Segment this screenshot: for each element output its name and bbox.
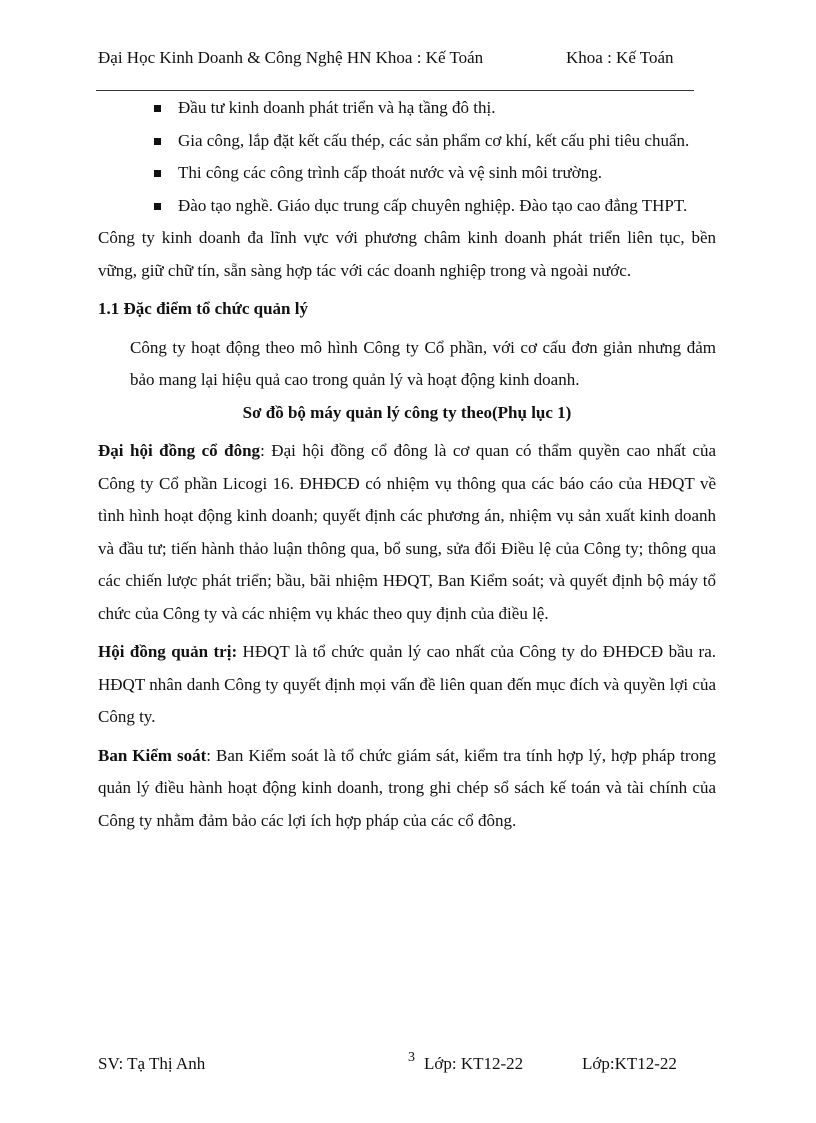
header-left: Đại Học Kinh Doanh & Công Nghệ HN Khoa : Kế Toán <box>98 48 484 67</box>
square-bullet-icon <box>154 203 161 210</box>
intro-paragraph: Công ty kinh doanh đa lĩnh vực với phương châm kinh doanh phát triển liên tục, bền vững, giữ chữ tín, sẵn sàng hợp tác với các doanh nghiệp trong và ngoài nước. <box>98 228 716 280</box>
definition-board-of-directors <box>98 636 716 734</box>
section-heading: 1.1 Đặc điểm tổ chức quản lý <box>98 299 308 318</box>
footer-student: SV: Tạ Thị Anh <box>98 1054 206 1073</box>
page-number: 3 <box>408 1050 415 1065</box>
page-footer <box>98 1050 718 1074</box>
footer-class: Lớp: KT12-22 <box>424 1054 524 1073</box>
definition-text: HĐQT là tổ chức quản lý cao nhất của Công ty do ĐHĐCĐ bầu ra. HĐQT nhân danh Công ty quyết định mọi vấn đề liên quan đến mục đích và quyền lợi của Công ty. <box>98 642 717 726</box>
definition-term: Hội đồng quản trị: <box>98 642 238 661</box>
square-bullet-icon <box>154 170 161 177</box>
definition-term: Đại hội đồng cổ đông <box>98 441 261 460</box>
page-header <box>98 48 698 68</box>
page-body <box>98 92 716 837</box>
definition-supervisory-board <box>98 740 716 838</box>
list-item: Gia công, lắp đặt kết cấu thép, các sản phẩm cơ khí, kết cấu phi tiêu chuẩn. <box>98 125 716 158</box>
definition-text: : Đại hội đồng cổ đông là cơ quan có thẩm quyền cao nhất của Công ty Cổ phần Licogi 16. ĐHĐCĐ có nhiệm vụ thông qua các báo cáo của HĐQT về tình hình hoạt động kinh doanh; quyết định các phương án, nhiệm vụ sản xuất kinh doanh và đầu tư; tiến hành thảo luận thông qua, bổ sung, sửa đổi Điều lệ của Công ty; thông qua các chiến lược phát triển; bầu, bãi nhiệm HĐQT, Ban Kiểm soát; và quyết định bộ máy tổ chức của Công ty và các nhiệm vụ khác theo quy định của điều lệ. <box>98 441 717 623</box>
section-paragraph: Công ty hoạt động theo mô hình Công ty Cổ phần, với cơ cấu đơn giản nhưng đảm bảo mang lại hiệu quả cao trong quản lý và hoạt động kinh doanh. <box>130 337 716 389</box>
header-rule <box>96 90 694 91</box>
diagram-caption: Sơ đồ bộ máy quản lý công ty theo(Phụ lục 1) <box>242 402 572 422</box>
list-item: Thi công các công trình cấp thoát nước và vệ sinh môi trường. <box>98 157 716 190</box>
definition-general-meeting <box>98 435 716 630</box>
definition-term: Ban Kiểm soát <box>98 745 207 765</box>
definition-text: : Ban Kiểm soát là tổ chức giám sát, kiểm tra tính hợp lý, hợp pháp trong quản lý điều hành hoạt động kinh doanh, trong ghi chép sổ sách kế toán và tài chính của Công ty nhằm đảm bảo các lợi ích hợp pháp của các cổ đông. <box>98 745 716 830</box>
activity-list <box>98 92 716 222</box>
list-item: Đào tạo nghề. Giáo dục trung cấp chuyên nghiệp. Đào tạo cao đẳng THPT. <box>98 190 716 223</box>
square-bullet-icon <box>154 138 161 145</box>
header-right: Khoa : Kế Toán <box>566 48 674 67</box>
square-bullet-icon <box>154 105 161 112</box>
footer-class-repeat: Lớp:KT12-22 <box>582 1054 677 1073</box>
list-item: Đầu tư kinh doanh phát triển và hạ tầng đô thị. <box>98 92 716 125</box>
